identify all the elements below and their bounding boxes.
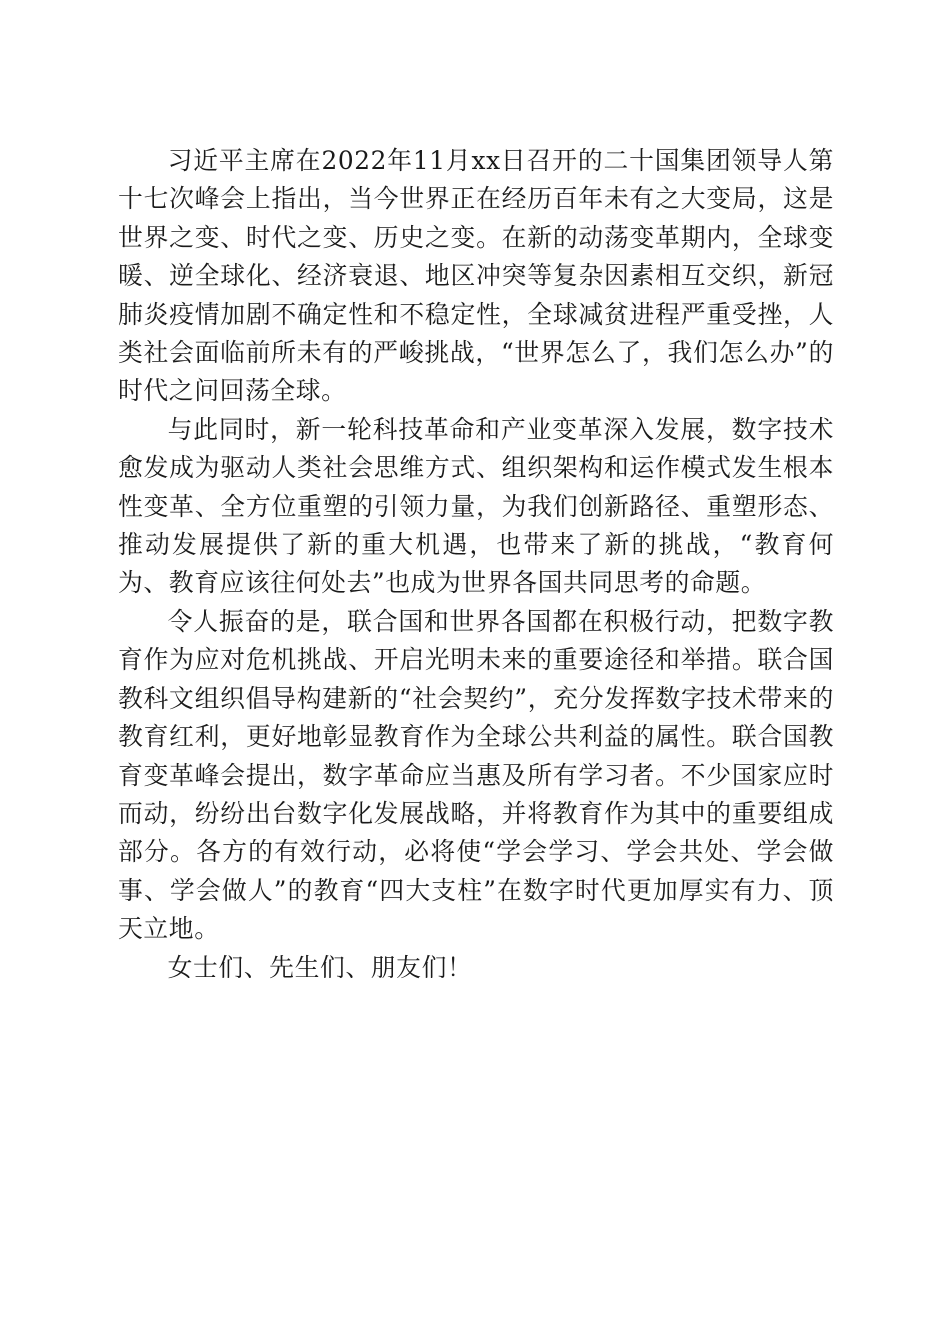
paragraph-3: 令人振奋的是，联合国和世界各国都在积极行动，把数字教育作为应对危机挑战、开启光明未来的重要途径和举措。联合国教科文组织倡导构建新的“社会契约”，充分发挥数字技术带来的教育红利，更好地彰显教育作为全球公共利益的属性。联合国教育变革峰会提出，数字革命应当惠及所有学习者。不少国家应时而动，纷纷出台数字化发展战略，并将教育作为其中的重要组成部分。各方的有效行动，必将使“学会学习、学会共处、学会做事、学会做人”的教育“四大支柱”在数字时代更加厚实有力、顶天立地。: [118, 606, 834, 944]
paragraph-1: 习近平主席在2022年11月xx日召开的二十国集团领导人第十七次峰会上指出，当今世界正在经历百年未有之大变局，这是世界之变、时代之变、历史之变。在新的动荡变革期内，全球变暖、逆全球化、经济衰退、地区冲突等复杂因素相互交织，新冠肺炎疫情加剧不确定性和不稳定性，全球减贫进程严重受挫，人类社会面临前所未有的严峻挑战，“世界怎么了，我们怎么办”的时代之问回荡全球。: [118, 146, 834, 406]
document-body: [118, 142, 834, 987]
paragraph-4: 女士们、先生们、朋友们！: [167, 952, 473, 982]
paragraph-2: 与此同时，新一轮科技革命和产业变革深入发展，数字技术愈发成为驱动人类社会思维方式、组织架构和运作模式发生根本性变革、全方位重塑的引领力量，为我们创新路径、重塑形态、推动发展提供了新的重大机遇，也带来了新的挑战，“教育何为、教育应该往何处去”也成为世界各国共同思考的命题。: [118, 414, 834, 598]
